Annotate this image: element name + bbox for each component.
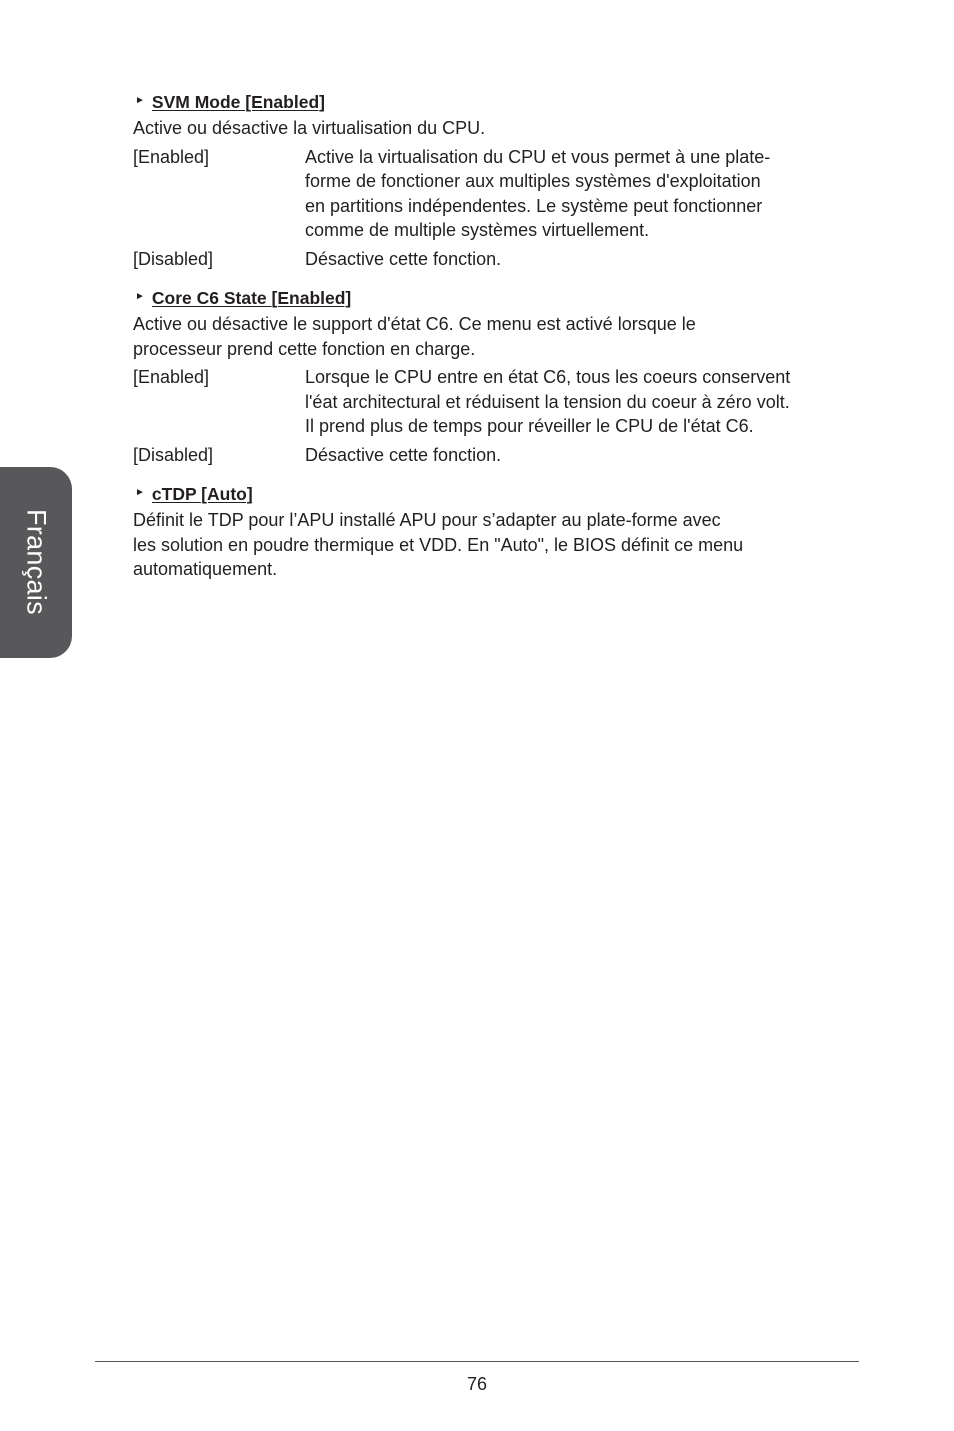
option-value: Désactive cette fonction. bbox=[305, 444, 502, 465]
page-number: 76 bbox=[466, 1374, 488, 1394]
option-row bbox=[133, 365, 863, 439]
language-side-tab bbox=[0, 467, 72, 658]
section-heading bbox=[133, 285, 863, 311]
section-description: Définit le TDP pour l’APU installé APU pour s’adapter au plate-forme avec les solution en poudre thermique et VDD. En "Auto", le BIOS définit ce menu automatiquement. bbox=[133, 510, 744, 579]
section-core-c6-state bbox=[133, 285, 863, 467]
option-key: [Enabled] bbox=[133, 146, 210, 167]
section-heading bbox=[133, 481, 863, 507]
section-heading bbox=[133, 89, 863, 115]
triangle-bullet-icon: ► bbox=[135, 291, 145, 302]
triangle-bullet-icon: ► bbox=[135, 487, 145, 498]
option-row bbox=[133, 443, 863, 468]
option-row bbox=[133, 247, 863, 272]
option-value: Active la virtualisation du CPU et vous permet à une plate- forme de fonctioner aux multiples systèmes d'exploitation en partitions indépendentes. Le système peut fonctionner comme de multiple systèmes virtuellement. bbox=[305, 146, 771, 240]
option-key: [Disabled] bbox=[133, 248, 214, 269]
section-ctdp bbox=[133, 481, 863, 582]
option-row bbox=[133, 145, 863, 243]
option-key: [Enabled] bbox=[133, 367, 210, 387]
section-description: Active ou désactive le support d'état C6. Ce menu est activé lorsque le processeur prend cette fonction en charge. bbox=[133, 314, 696, 359]
heading-text: Core C6 State [Enabled] bbox=[151, 288, 352, 308]
heading-text: cTDP [Auto] bbox=[151, 484, 253, 504]
option-key: [Disabled] bbox=[133, 444, 214, 465]
option-value: Désactive cette fonction. bbox=[305, 248, 502, 269]
triangle-bullet-icon: ► bbox=[135, 95, 145, 106]
option-value: Lorsque le CPU entre en état C6, tous les coeurs conservent l'éat architectural et réduisent la tension du coeur à zéro volt. Il prend plus de temps pour réveiller le CPU de l'état C6. bbox=[305, 367, 791, 436]
manual-content bbox=[133, 89, 863, 586]
footer-divider bbox=[95, 1361, 859, 1362]
section-svm-mode bbox=[133, 89, 863, 271]
section-description: Active ou désactive la virtualisation du CPU. bbox=[133, 118, 486, 138]
language-tab-label: Français bbox=[21, 509, 52, 615]
heading-text: SVM Mode [Enabled] bbox=[151, 92, 325, 112]
